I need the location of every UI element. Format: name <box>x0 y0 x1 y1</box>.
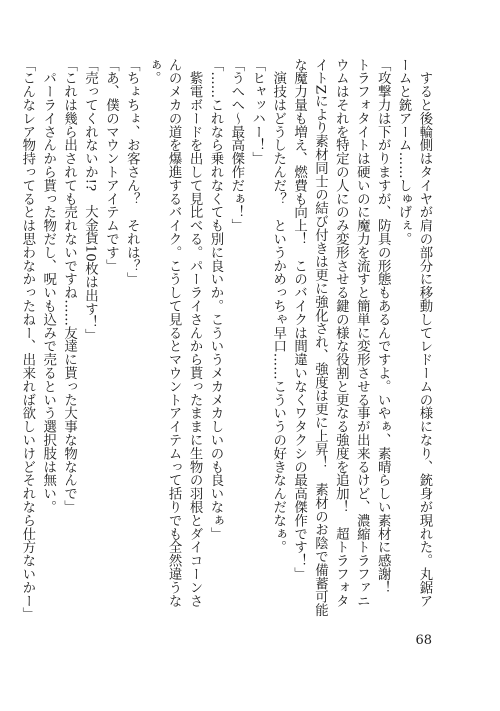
text-line: 「あ、僕のマウントアイテムです」 <box>103 58 119 273</box>
text-line: 紫電ボードを出して見比べる。パーライさんから貰ったままに生物の羽根とダイコーンさんのメカの道を爆進するバイク。こうして見るとマウントアイテムって括りでも全然違うなぁ。 <box>145 58 203 608</box>
text-line: 「こんなレア物持ってるとは思わなかったねー、出来れば欲しいけどそれなら仕方ないかー」 <box>19 58 35 621</box>
text-line: 「……これなら乗れなくても別に良いか。こういうメカメカしいのも良いなぁ」 <box>207 58 223 541</box>
text-line: すると後輪側はタイヤが肩の部分に移動してレドームの様になり、銃身が現れた。丸鋸アームと銃アーム……しゅげぇ。 <box>396 58 432 608</box>
text-line: 「ちょちょ、お客さん？ それは？」 <box>124 58 140 286</box>
text-line: 演技はどうしたんだ？ というかめっちゃ早口……こういうの好きなんだなぁ。 <box>270 58 286 554</box>
page-number: 68 <box>415 633 432 648</box>
body-text <box>16 58 434 621</box>
text-line: パーライさんから貰った物だし、呪いも込みで売るという選択肢は無い。 <box>40 58 56 514</box>
text-line: 「うへへ～最高傑作だぁ！」 <box>228 58 244 233</box>
text-line: 「攻撃力は下がりますが、防具の形態もあるんですよ。いやぁ、素晴らしい素材に感謝！ トラフォタイトは硬いのに魔力を流すと簡単に変形させる事が出来るけど、濃縮トラファニウムはそれを特定の人にのみ変形させる鍵の様な役割と更なる強度を追加！ 超トラフォタイトZにより素材同士の結び付きは更に強化され、強度は更に上昇！ 素材のお陰で備蓄可能な魔力量も増え、燃費も向上！ このバイクは間違いなくワタクシの最高傑作です！」 <box>291 58 391 617</box>
text-line: 「ヒャッハー！」 <box>249 58 265 166</box>
text-line: 「これは幾ら出されても売れないですね……友達に貰った大事な物なんで」 <box>61 58 77 514</box>
text-line: 「売ってくれないか!? 大金貨10枚は出す！」 <box>82 58 98 343</box>
